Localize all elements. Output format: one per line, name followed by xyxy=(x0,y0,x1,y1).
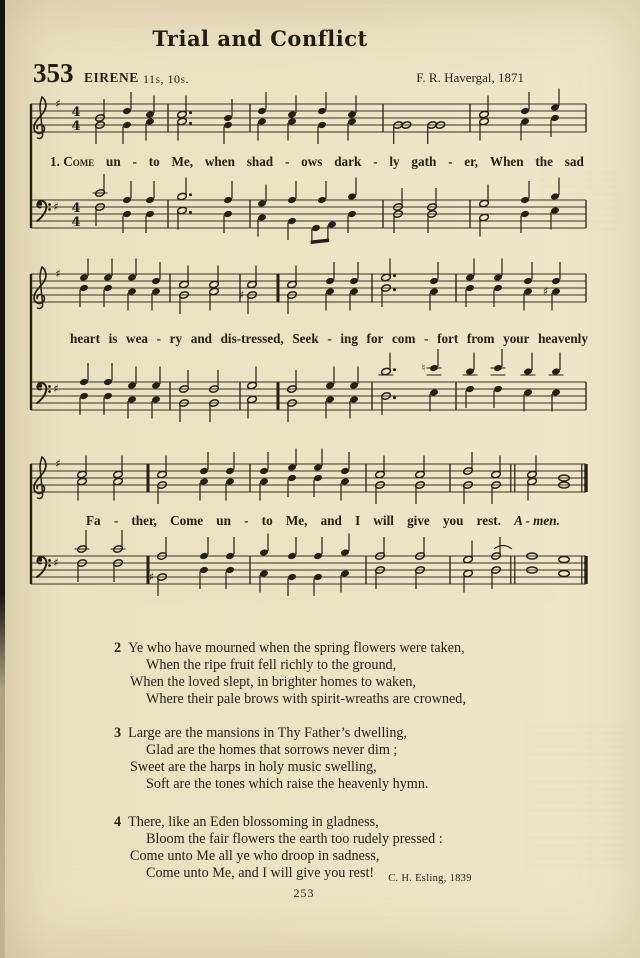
lyric-syllable: - xyxy=(424,331,429,346)
lyric-syllable: your xyxy=(503,331,530,346)
verse-line: Come unto Me all ye who droop in sadness, xyxy=(130,848,380,864)
lyric-syllable: for xyxy=(366,331,384,346)
lyric-syllable: heart xyxy=(70,331,101,346)
lyric-syllable: Me, xyxy=(285,513,308,528)
verse-line: When the ripe fruit fell richly to the ground, xyxy=(146,657,397,673)
svg-text:♯: ♯ xyxy=(55,266,61,281)
hymn-meter: 11s, 10s. xyxy=(143,72,189,86)
lyric-syllable: - xyxy=(132,154,137,169)
lyric-syllable: to xyxy=(261,513,273,528)
lyric-syllable: rest. xyxy=(476,513,501,528)
page-number: 253 xyxy=(293,886,315,900)
svg-text:4: 4 xyxy=(71,215,81,231)
lyric-syllable: fort xyxy=(437,331,459,346)
lyric-syllable: heavenly xyxy=(538,331,588,346)
lyric-syllable: dis-tressed, xyxy=(220,331,284,346)
lyric-syllable: un xyxy=(106,154,121,169)
author-credit: C. H. Esling, 1839 xyxy=(388,873,472,884)
lyric-syllable: ly xyxy=(389,154,400,169)
lyric-syllable: ing xyxy=(340,331,358,346)
svg-text:♯: ♯ xyxy=(55,96,61,111)
lyric-syllable: Fa xyxy=(86,513,101,528)
lyric-syllable: I xyxy=(355,513,361,528)
lyric-syllable: com xyxy=(392,331,416,346)
lyric-syllable: ry xyxy=(169,331,183,346)
lyric-syllable: shad xyxy=(246,154,274,169)
svg-text:4: 4 xyxy=(71,201,81,217)
svg-text:♯: ♯ xyxy=(53,199,59,214)
lyric-syllable: ows xyxy=(301,154,323,169)
lyric-line-2 xyxy=(70,331,588,347)
lyric-syllable: gath xyxy=(411,154,437,169)
lyric-syllable: from xyxy=(466,331,495,346)
verse-4 xyxy=(114,814,594,882)
lyric-syllable: A - men. xyxy=(514,513,560,528)
lyric-syllable: wea xyxy=(126,331,149,346)
lyric-syllable: Seek xyxy=(292,331,319,346)
lyric-syllable: dark xyxy=(334,154,362,169)
page-title: Trial and Conflict xyxy=(152,26,368,51)
lyric-syllable: and xyxy=(190,331,212,346)
hymn-number: 353 xyxy=(33,58,74,88)
lyric-syllable: will xyxy=(373,513,394,528)
verse-2 xyxy=(114,640,594,708)
svg-text:♯: ♯ xyxy=(55,456,61,471)
lyric-syllable: give xyxy=(407,513,430,528)
verse-line: Glad are the homes that sorrows never dim ; xyxy=(146,742,398,758)
lyric-syllable: - xyxy=(327,331,332,346)
lyric-syllable: to xyxy=(148,154,160,169)
verse-line: 4 There, like an Eden blossoming in gladness, xyxy=(114,814,379,830)
svg-text:♯: ♯ xyxy=(53,381,59,396)
lyric-syllable: - xyxy=(284,154,290,169)
verse-3 xyxy=(114,725,594,793)
lyric-syllable: er, xyxy=(464,154,479,169)
lyric-syllable: un xyxy=(216,513,231,528)
verse-line: Bloom the fair flowers the earth too rudely pressed : xyxy=(146,831,443,847)
lyric-syllable: When xyxy=(489,154,524,169)
lyric-syllable: - xyxy=(156,331,162,346)
lyric-syllable: is xyxy=(108,331,118,346)
lyric-syllable: - xyxy=(244,513,249,528)
verse-line: 2 Ye who have mourned when the spring flowers were taken, xyxy=(114,640,465,656)
verse-line: Sweet are the harps in holy music swelling, xyxy=(130,759,377,775)
lyric-line-3 xyxy=(86,513,560,529)
verse-line: Soft are the tones which raise the heavenly hymn. xyxy=(146,776,429,792)
tune-name: EIRENE xyxy=(84,70,139,85)
lyric-line-1 xyxy=(50,154,584,170)
lyric-syllable: - xyxy=(113,513,119,528)
lyric-syllable: you xyxy=(442,513,464,528)
svg-text:♯: ♯ xyxy=(542,285,549,299)
lyric-syllable: Me, xyxy=(171,154,194,169)
lyric-syllable: ther, xyxy=(131,513,157,528)
verse-number: 4 xyxy=(114,814,122,830)
svg-text:♯: ♯ xyxy=(53,555,59,570)
lyric-syllable: and xyxy=(320,513,342,528)
lyric-syllable: when xyxy=(204,154,235,169)
verse-line: 3 Large are the mansions in Thy Father’s dwelling, xyxy=(114,725,408,741)
lyric-syllable: - xyxy=(373,154,378,169)
verse-number: 2 xyxy=(114,640,122,656)
lyric-syllable: Come xyxy=(170,513,204,528)
verse-line: When the loved slept, in brighter homes to waken, xyxy=(130,674,417,690)
svg-text:4: 4 xyxy=(71,105,81,121)
verse-line: Come unto Me, and I will give you rest! xyxy=(146,865,375,881)
svg-text:♯: ♯ xyxy=(238,288,245,302)
lyric-syllable: 1. Come xyxy=(50,154,95,169)
verse-line: Where their pale brows with spirit-wreaths are crowned, xyxy=(146,691,466,707)
lyric-syllable: the xyxy=(535,154,553,169)
composer-credit: F. R. Havergal, 1871 xyxy=(416,70,524,85)
lyric-syllable: sad xyxy=(564,154,584,169)
svg-text:4: 4 xyxy=(71,119,81,135)
verse-number: 3 xyxy=(114,725,122,741)
svg-text:♯: ♯ xyxy=(148,570,155,584)
lyric-syllable: - xyxy=(448,154,453,169)
svg-text:♮: ♮ xyxy=(421,361,426,375)
